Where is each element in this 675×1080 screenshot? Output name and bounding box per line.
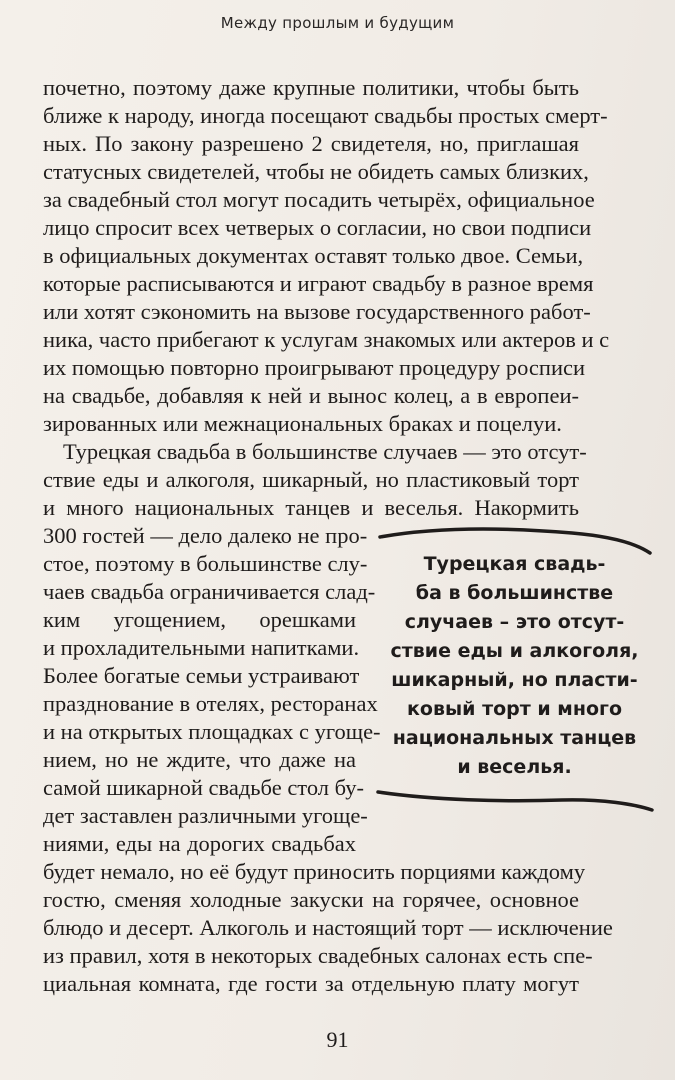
body-line: и много национальных танцев и веселья. Накормить [43,495,579,520]
body-line: и прохладительными напитками. [43,635,360,660]
body-line: циальная комната, где гости за отдельную плату могут [43,971,579,996]
body-line: которые расписываются и играют свадьбу в разное время [43,271,594,296]
body-line: их помощью повторно проигрывают процедуру росписи [43,355,586,380]
body-line: дет заставлен различными угоще- [43,803,368,828]
body-line: статусных свидетелей, чтобы не обидеть самых близких, [43,159,589,184]
body-line: почетно, поэтому даже крупные политики, чтобы быть [43,75,579,100]
wavy-rule-bottom [372,782,657,822]
body-line: ствие еды и алкоголя, шикарный, но пластиковый торт [43,467,579,492]
running-header: Между прошлым и будущим [220,14,455,32]
pull-quote-line: и веселья. [457,756,572,778]
body-line: ника, часто прибегают к услугам знакомых или актеров и с [43,327,610,352]
body-line: или хотят сэкономить на вызове государственного работ- [43,299,591,324]
body-line: блюдо и десерт. Алкоголь и настоящий торт — исключение [43,915,613,940]
pull-quote [372,520,657,810]
body-line: в официальных документах оставят только двое. Семьи, [43,243,584,268]
body-line: ближе к народу, иногда посещают свадьбы простых смерт- [43,103,608,128]
pull-quote-line: случаев – это отсут- [404,611,625,633]
page-number: 91 [326,1027,349,1052]
body-line: стое, поэтому в большинстве слу- [43,551,368,576]
pull-quote-line: ба в большинстве [415,582,614,604]
pull-quote-text [372,550,657,782]
body-line: Более богатые семьи устраивают [43,663,360,688]
pull-quote-line: национальных танцев [392,727,637,749]
body-line: празднование в отелях, ресторанах [43,691,378,716]
body-line: 300 гостей — дело далеко не про- [43,523,368,548]
body-line: гостю, сменяя холодные закуски на горячее, основное [43,887,579,912]
body-line: зированных или межнациональных браках и поцелуи. [43,411,562,436]
pull-quote-line: шикарный, но пласти- [391,669,638,691]
pull-quote-line: ствие еды и алкоголя, [390,640,639,662]
body-line: Турецкая свадьба в большинстве случаев — это отсут- [63,439,587,464]
body-line: лицо спросит всех четверых о согласии, но свои подписи [43,215,592,240]
body-line: ниями, еды на дорогих свадьбах [43,831,356,856]
body-line: самой шикарной свадьбе стол бу- [43,775,364,800]
body-line: и на открытых площадках с угоще- [43,719,381,744]
body-line: из правил, хотя в некоторых свадебных салонах есть спе- [43,943,593,968]
body-line: будет немало, но её будут приносить порциями каждому [43,859,586,884]
body-line: за свадебный стол могут посадить четырёх, официальное [43,187,595,212]
pull-quote-line: ковый торт и много [407,698,622,720]
body-line: ных. По закону разрешено 2 свидетеля, но, приглашая [43,131,579,156]
pull-quote-line: Турецкая свадь- [423,553,606,575]
body-line: ким угощением, орешками [43,607,356,632]
body-line: чаев свадьба ограничивается слад- [43,579,376,604]
body-line: на свадьбе, добавляя к ней и вынос колец, а в европеи- [43,383,579,408]
body-line: нием, но не ждите, что даже на [43,747,356,772]
